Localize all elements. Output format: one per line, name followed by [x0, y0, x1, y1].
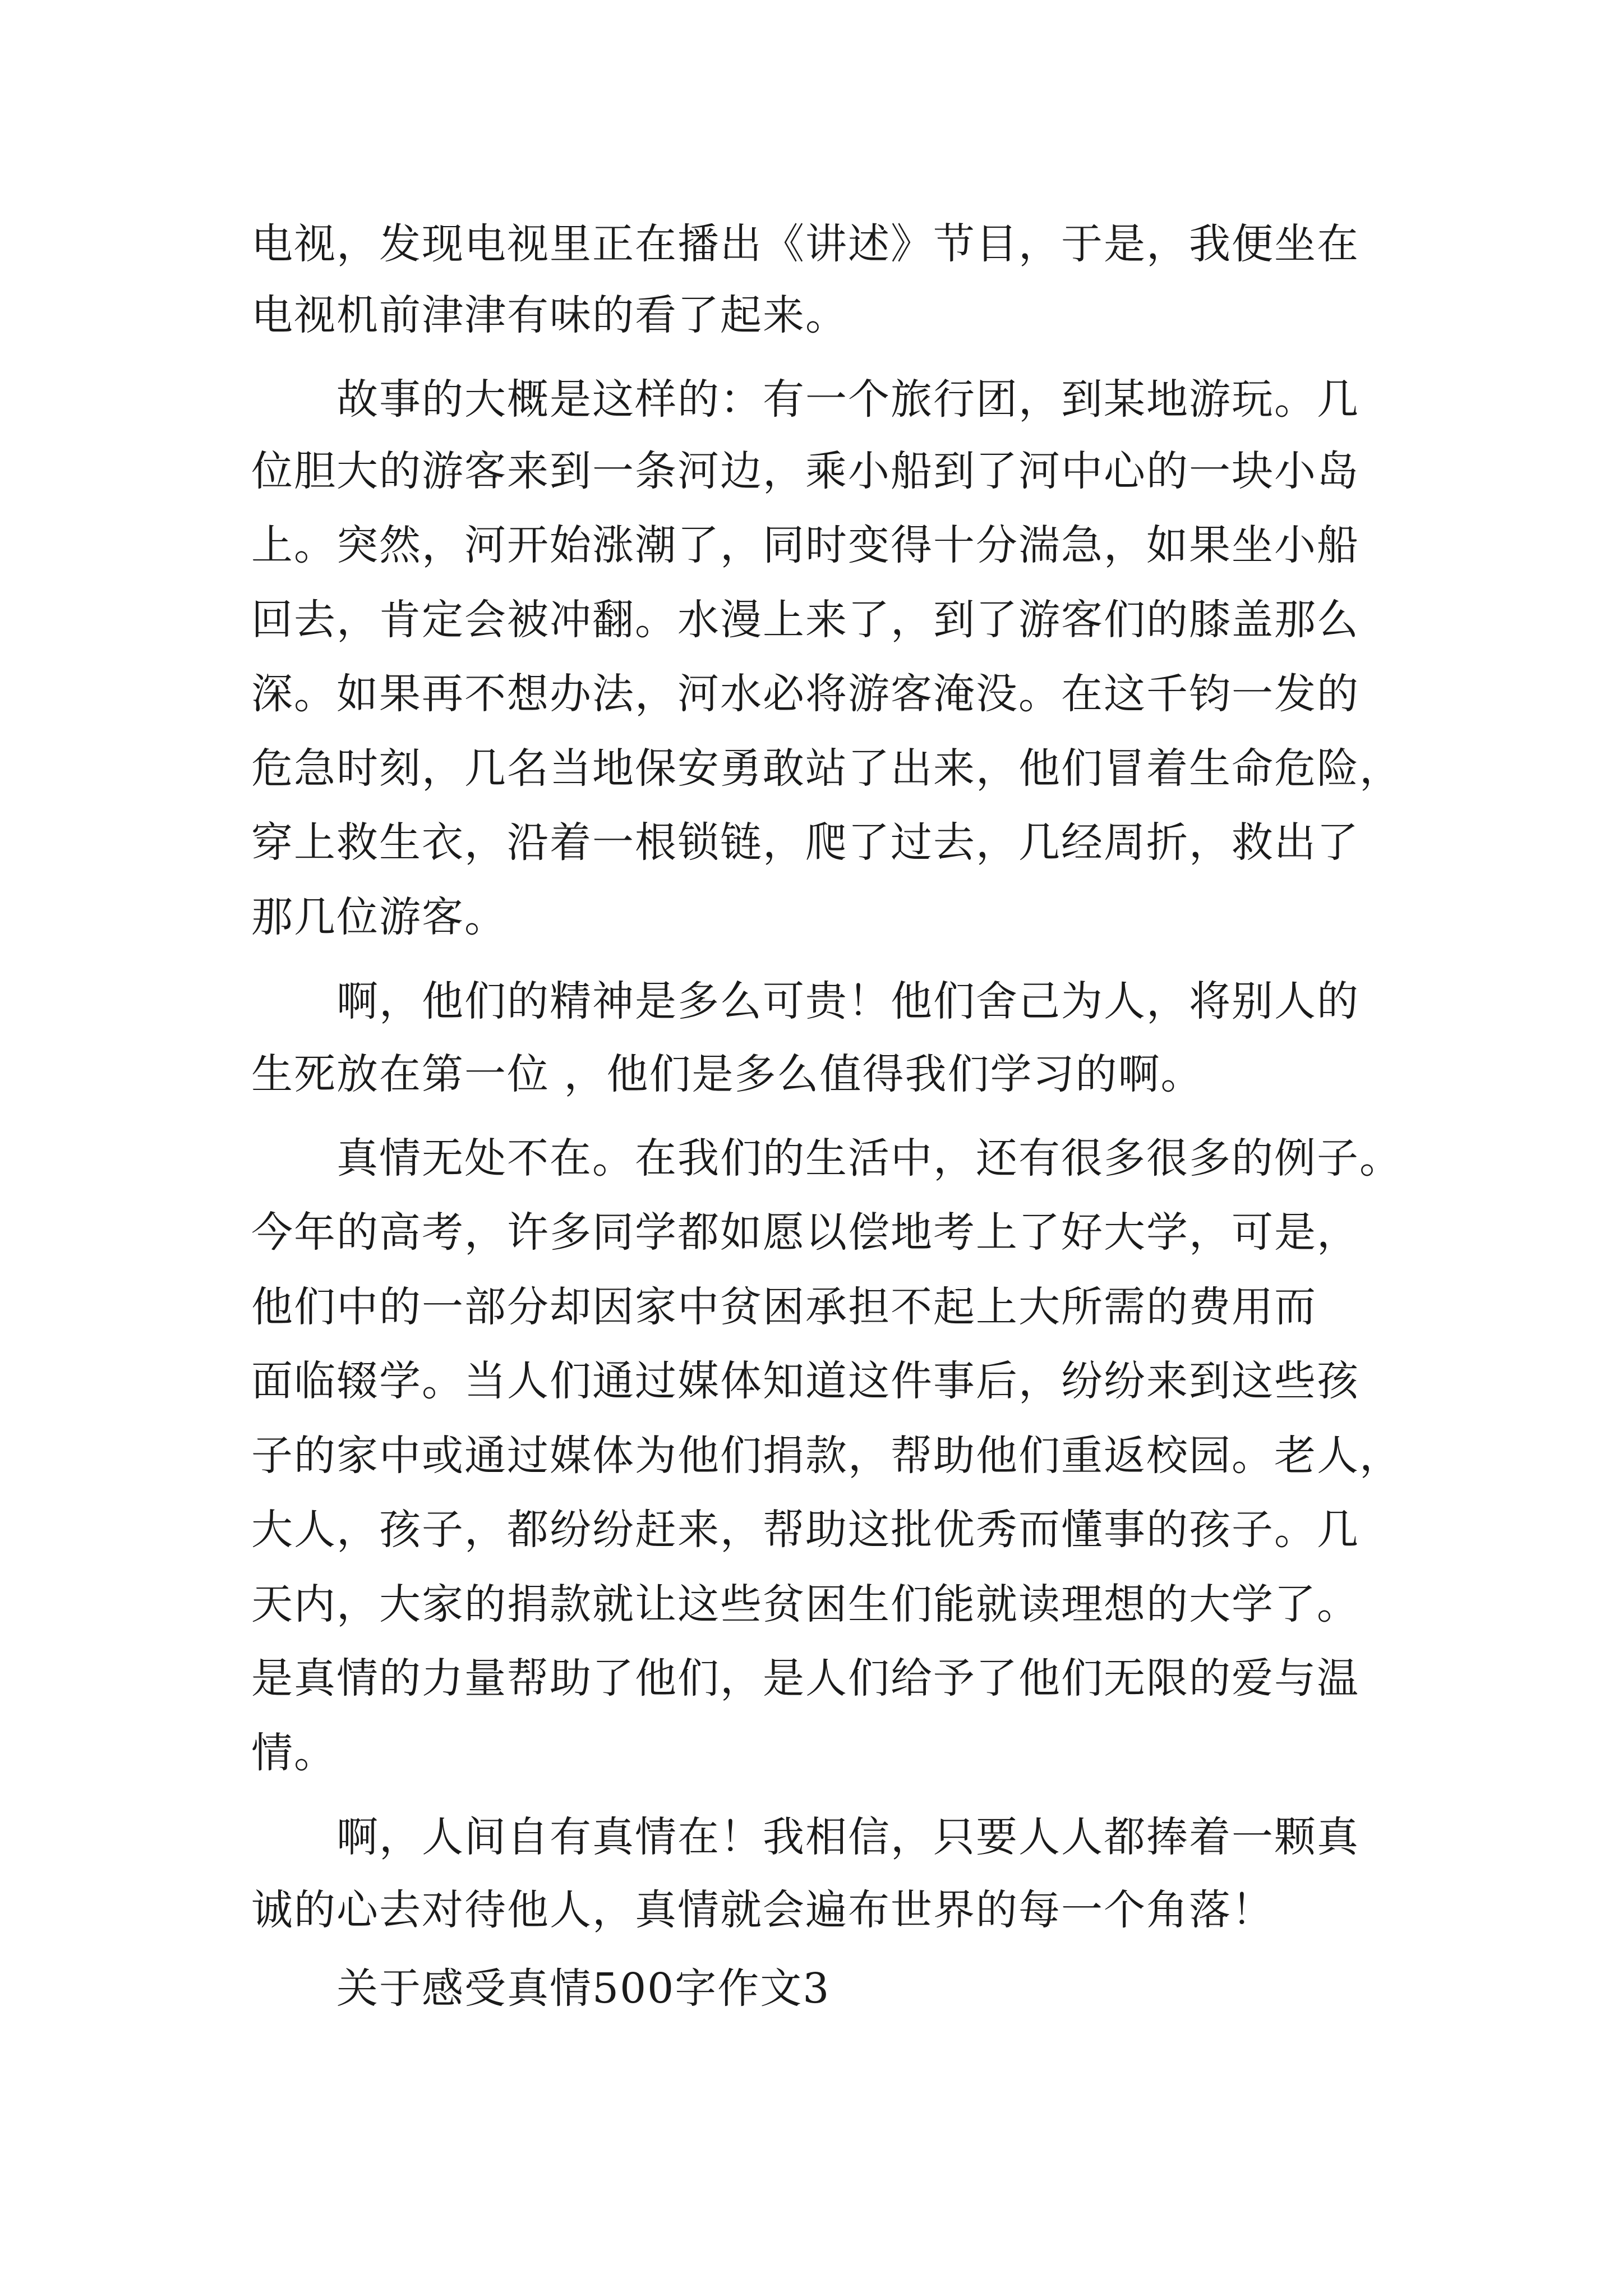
text-line: 今年的高考，许多同学都如愿以偿地考上了好大学，可是，	[251, 1208, 1359, 1257]
text-line: 是真情的力量帮助了他们，是人们给予了他们无限的爱与温	[251, 1654, 1359, 1703]
section-heading: 关于感受真情500字作文3	[336, 1964, 831, 2013]
text-line: 面临辍学。当人们通过媒体知道这件事后，纷纷来到这些孩	[251, 1357, 1359, 1405]
text-line: 那几位游客。	[251, 893, 507, 941]
text-line: 诚的心去对待他人，真情就会遍布世界的每一个角落！	[251, 1886, 1274, 1934]
text-line: 天内，大家的捐款就让这些贫困生们能就读理想的大学了。	[251, 1580, 1359, 1628]
text-line: 电视，发现电视里正在播出《讲述》节目，于是，我便坐在	[251, 220, 1359, 268]
text-line: 回去，肯定会被冲翻。水漫上来了，到了游客们的膝盖那么	[251, 596, 1359, 644]
paragraph-start-line: 啊，他们的精神是多么可贵！他们舍己为人，将别人的	[336, 977, 1359, 1025]
text-line: 生死放在第一位 ，他们是多么值得我们学习的啊。	[251, 1050, 1204, 1098]
text-line: 危急时刻，几名当地保安勇敢站了出来，他们冒着生命危险，	[251, 744, 1402, 793]
text-line: 穿上救生衣，沿着一根锁链，爬了过去，几经周折，救出了	[251, 818, 1359, 867]
text-line: 情。	[251, 1729, 336, 1777]
text-line: 大人，孩子，都纷纷赶来，帮助这批优秀而懂事的孩子。几	[251, 1506, 1359, 1554]
text-line: 电视机前津津有味的看了起来。	[251, 291, 848, 339]
paragraph-start-line: 真情无处不在。在我们的生活中，还有很多很多的例子。	[336, 1134, 1402, 1182]
text-line: 上。突然，河开始涨潮了，同时变得十分湍急，如果坐小船	[251, 521, 1359, 569]
text-line: 位胆大的游客来到一条河边，乘小船到了河中心的一块小岛	[251, 447, 1359, 495]
text-line: 他们中的一部分却因家中贫困承担不起上大所需的费用而	[251, 1283, 1317, 1331]
paragraph-start-line: 故事的大概是这样的：有一个旅行团，到某地游玩。几	[336, 375, 1359, 424]
text-line: 深。如果再不想办法，河水必将游客淹没。在这千钧一发的	[251, 670, 1359, 718]
text-line: 子的家中或通过媒体为他们捐款，帮助他们重返校园。老人，	[251, 1432, 1402, 1480]
paragraph-start-line: 啊，人间自有真情在！我相信，只要人人都捧着一颗真	[336, 1813, 1359, 1861]
